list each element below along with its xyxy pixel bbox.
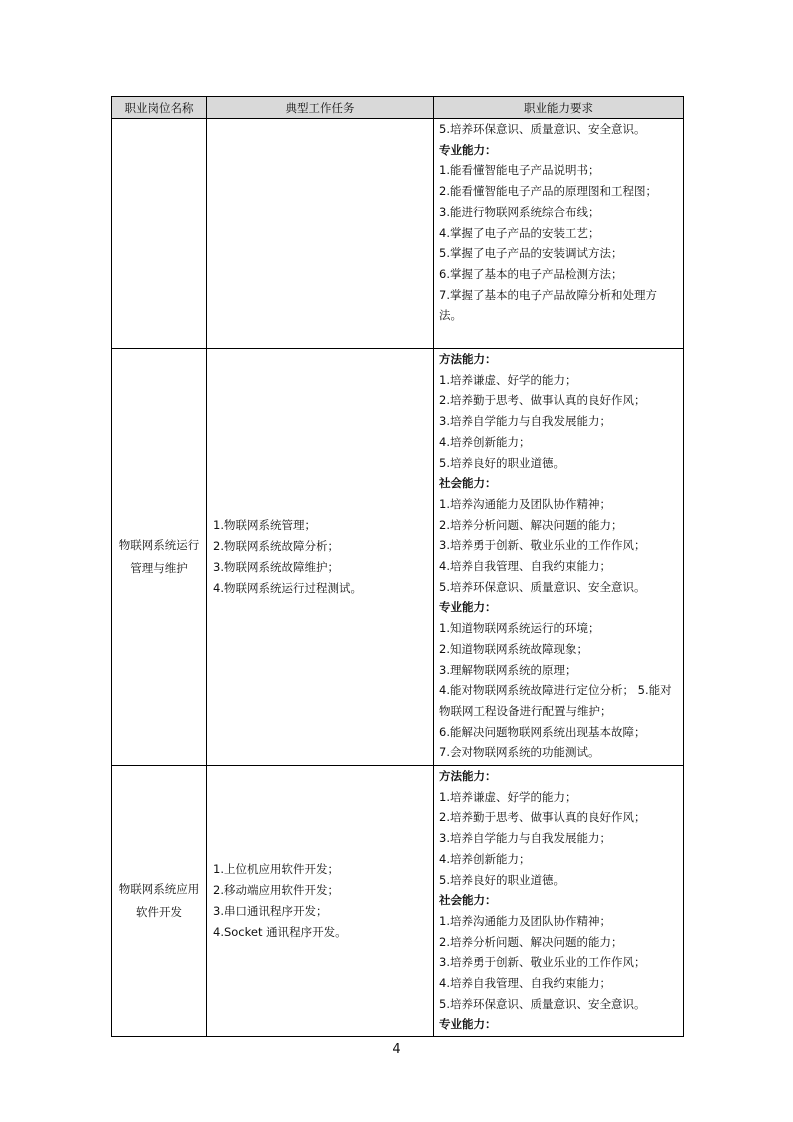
ability-item: 3.能进行物联网系统综合布线； (439, 204, 600, 219)
ability-item: 3.培养自学能力与自我发展能力； (439, 414, 611, 429)
ability-item: 1.培养谦虚、好学的能力； (439, 372, 577, 387)
ability-item: 1.培养沟通能力及团队协作精神； (439, 496, 611, 511)
ability-category-heading: 社会能力： (439, 476, 497, 491)
typical-tasks-cell (207, 766, 434, 1037)
ability-item: 7.掌握了基本的电子产品故障分析和处理方法。 (439, 287, 657, 323)
ability-item: 4.培养创新能力； (439, 434, 531, 449)
job-title-cell (112, 119, 207, 349)
task-item: 1.物联网系统管理； (213, 518, 316, 532)
task-item: 2.物联网系统故障分析； (213, 539, 339, 553)
job-title-cell: 物联网系统应用软件开发 (112, 766, 207, 1037)
ability-category-heading: 社会能力： (439, 893, 497, 908)
ability-item: 1.培养谦虚、好学的能力； (439, 789, 577, 804)
ability-item: 3.培养勇于创新、敬业乐业的工作作风； (439, 955, 646, 970)
task-item: 3.物联网系统故障维护； (213, 560, 339, 574)
ability-item: 2.培养分析问题、解决问题的能力； (439, 934, 623, 949)
ability-item: 1.培养沟通能力及团队协作精神； (439, 913, 611, 928)
ability-item: 3.理解物联网系统的原理； (439, 662, 577, 677)
header-ability-requirements: 职业能力要求 (434, 97, 684, 119)
ability-item: 5.培养环保意识、质量意识、安全意识。 (439, 996, 646, 1011)
job-requirements-table (111, 96, 684, 1037)
ability-item: 4.培养自我管理、自我约束能力； (439, 976, 611, 991)
ability-item: 7.会对物联网系统的功能测试。 (439, 745, 600, 760)
header-job-title: 职业岗位名称 (112, 97, 207, 119)
task-item: 4.物联网系统运行过程测试。 (213, 581, 362, 595)
ability-item: 4.培养创新能力； (439, 851, 531, 866)
task-item: 1.上位机应用软件开发； (213, 862, 339, 876)
ability-item: 4.培养自我管理、自我约束能力； (439, 559, 611, 574)
ability-item: 1.知道物联网系统运行的环境； (439, 621, 600, 636)
ability-item: 5.培养良好的职业道德。 (439, 872, 565, 887)
task-item: 3.串口通讯程序开发； (213, 904, 328, 918)
ability-item: 5.培养环保意识、质量意识、安全意识。 (439, 579, 646, 594)
ability-category-heading: 专业能力： (439, 1017, 497, 1032)
ability-item: 6.能解决问题物联网系统出现基本故障； (439, 724, 646, 739)
ability-item: 2.知道物联网系统故障现象； (439, 641, 588, 656)
ability-item: 6.掌握了基本的电子产品检测方法； (439, 266, 623, 281)
ability-item: 3.培养自学能力与自我发展能力； (439, 831, 611, 846)
ability-requirements-cell (434, 349, 684, 766)
ability-item: 5.培养良好的职业道德。 (439, 455, 565, 470)
ability-item: 4.掌握了电子产品的安装工艺； (439, 225, 600, 240)
typical-tasks-cell (207, 119, 434, 349)
ability-category-heading: 专业能力： (439, 142, 497, 157)
ability-item: 1.能看懂智能电子产品说明书； (439, 163, 600, 178)
ability-category-heading: 方法能力： (439, 352, 497, 366)
ability-item: 2.培养勤于思考、做事认真的良好作风； (439, 393, 646, 408)
ability-item: 3.培养勇于创新、敬业乐业的工作作风； (439, 538, 646, 553)
ability-item: 2.培养分析问题、解决问题的能力； (439, 517, 623, 532)
ability-item: 4.能对物联网系统故障进行定位分析； 5.能对物联网工程设备进行配置与维护； (439, 683, 672, 718)
typical-tasks-cell (207, 349, 434, 766)
ability-item: 5.掌握了电子产品的安装调试方法； (439, 246, 623, 261)
ability-requirements-cell (434, 119, 684, 349)
table-row (112, 349, 684, 766)
ability-category-heading: 专业能力： (439, 600, 497, 615)
header-typical-tasks: 典型工作任务 (207, 97, 434, 119)
table-header-row (112, 97, 684, 119)
table-row (112, 766, 684, 1037)
ability-item: 5.培养环保意识、质量意识、安全意识。 (439, 122, 646, 136)
ability-category-heading: 方法能力： (439, 769, 497, 783)
ability-item: 2.培养勤于思考、做事认真的良好作风； (439, 810, 646, 825)
ability-requirements-cell (434, 766, 684, 1037)
job-title-cell: 物联网系统运行管理与维护 (112, 349, 207, 766)
task-item: 2.移动端应用软件开发； (213, 883, 339, 897)
page-number: 4 (392, 1042, 401, 1057)
task-item: 4.Socket 通讯程序开发。 (213, 925, 347, 939)
ability-item: 2.能看懂智能电子产品的原理图和工程图； (439, 184, 657, 199)
table-row (112, 119, 684, 349)
